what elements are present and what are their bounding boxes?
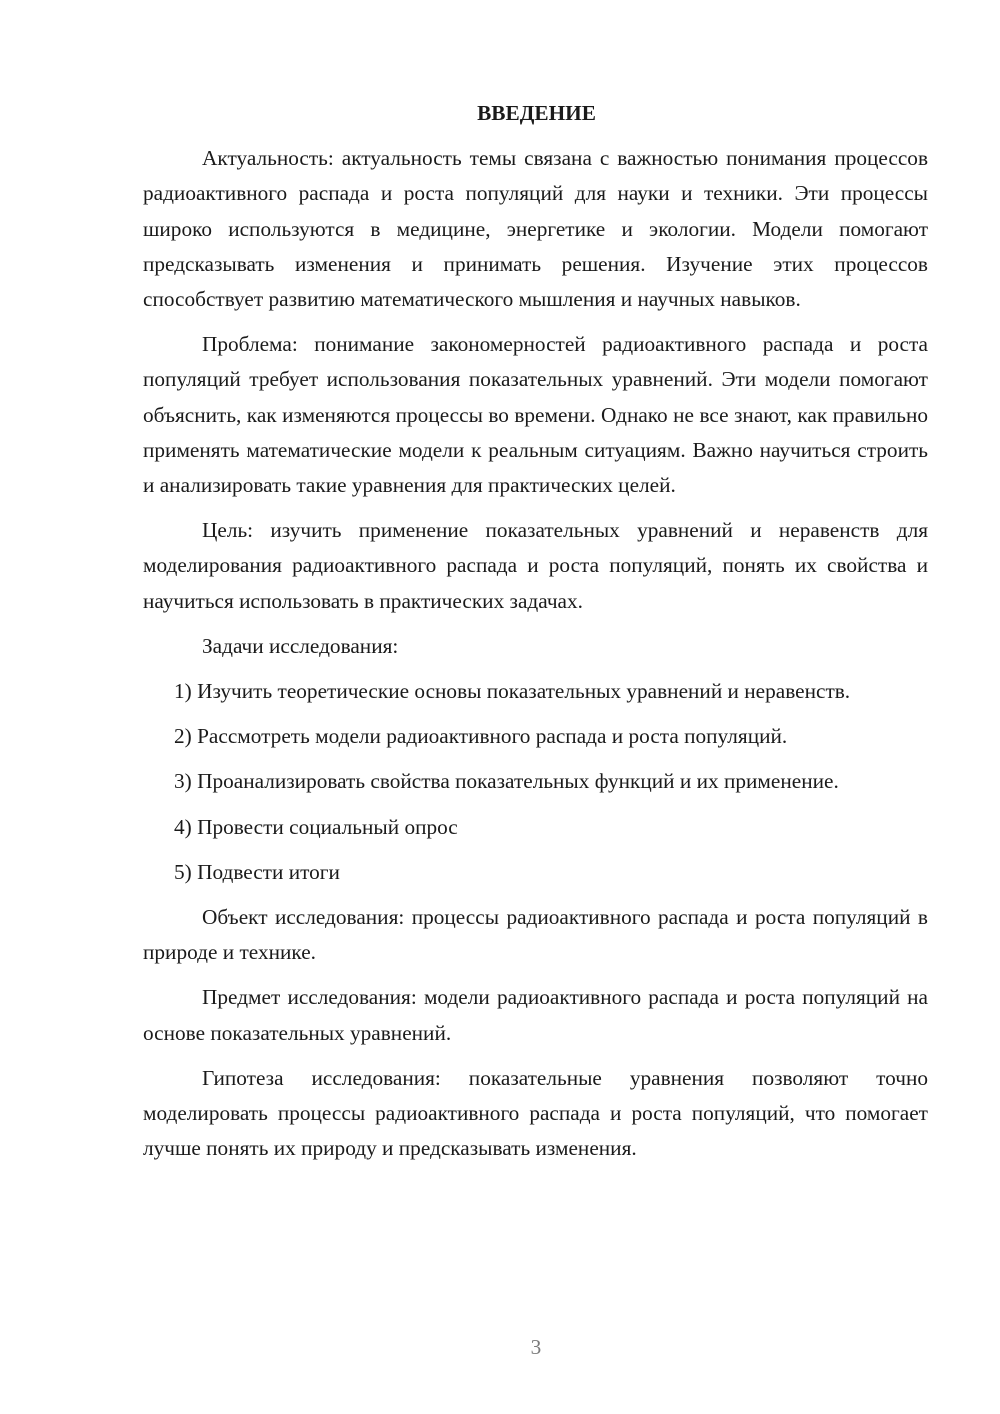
paragraph-object: Объект исследования: процессы радиоактивного распада и роста популяций в природе и технике.: [143, 905, 928, 965]
paragraph-subject: Предмет исследования: модели радиоактивного распада и роста популяций на основе показательных уравнений.: [143, 985, 928, 1045]
task-item-2: 2) Рассмотреть модели радиоактивного распада и роста популяций.: [174, 724, 788, 749]
paragraph-relevance: Актуальность: актуальность темы связана с важностью понимания процессов радиоактивного распада и роста популяций для науки и техники. Эти процессы широко используются в медицине, энергетике и экологии. Модели помогают предсказывать изменения и принимать решения. Изучение этих процессов способствует развитию математического мышления и научных навыков.: [143, 146, 928, 312]
page-content: [143, 96, 928, 1176]
tasks-title: Задачи исследования:: [202, 633, 399, 658]
task-item-5: 5) Подвести итоги: [174, 859, 340, 884]
paragraph-hypothesis: Гипотеза исследования: показательные уравнения позволяют точно моделировать процессы радиоактивного распада и роста популяций, что помогает лучше понять их природу и предсказывать изменения.: [143, 1065, 928, 1161]
section-heading: ВВЕДЕНИЕ: [477, 101, 596, 125]
paragraph-goal: Цель: изучить применение показательных уравнений и неравенств для моделирования радиоактивного распада и роста популяций, понять их свойства и научиться использовать в практических задачах.: [143, 518, 928, 613]
task-item-4: 4) Провести социальный опрос: [174, 814, 458, 839]
task-item-1: 1) Изучить теоретические основы показательных уравнений и неравенств.: [174, 679, 851, 704]
task-item-3: 3) Проанализировать свойства показательных функций и их применение.: [174, 769, 839, 794]
paragraph-problem: Проблема: понимание закономерностей радиоактивного распада и роста популяций требует использования показательных уравнений. Эти модели помогают объяснить, как изменяются процессы во времени. Однако не все знают, как правильно применять математические модели к реальным ситуациям. Важно научиться строить и анализировать такие уравнения для практических целей.: [143, 332, 928, 498]
page-number: 3: [530, 1335, 542, 1359]
